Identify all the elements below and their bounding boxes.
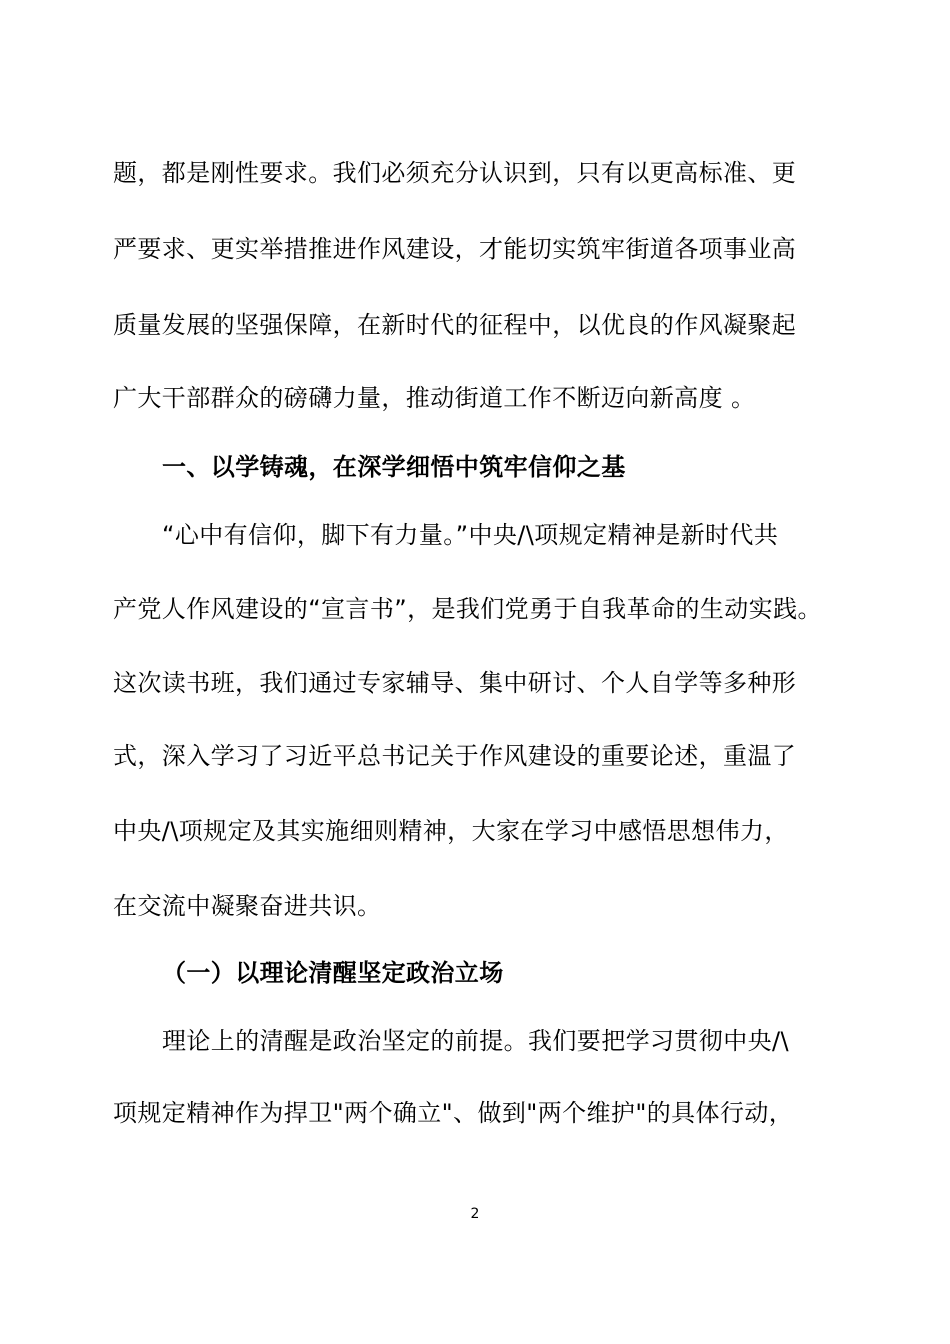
paragraph-line: “心中有信仰，脚下有力量。”中央/\项规定精神是新时代共	[162, 521, 779, 549]
paragraph-line: 式，深入学习了习近平总书记关于作风建设的重要论述，重温了	[113, 742, 797, 770]
paragraph-line: 题，都是刚性要求。我们必须充分认识到，只有以更高标准、更	[113, 159, 797, 187]
subsection-heading: （一）以理论清醒坚定政治立场	[162, 959, 504, 987]
paragraph-line: 中央/\项规定及其实施细则精神，大家在学习中感悟思想伟力，	[113, 817, 789, 845]
paragraph-line: 质量发展的坚强保障，在新时代的征程中，以优良的作风凝聚起	[113, 311, 797, 339]
paragraph-line: 在交流中凝聚奋进共识。	[113, 892, 382, 920]
paragraph-line: 广大干部群众的磅礴力量，推动街道工作不断迈向新高度 。	[113, 384, 756, 412]
paragraph-line: 项规定精神作为捍卫"两个确立"、做到"两个维护"的具体行动，	[113, 1099, 794, 1127]
paragraph-line: 产党人作风建设的“宣言书”，是我们党勇于自我革命的生动实践。	[113, 595, 822, 623]
page-number: 2	[470, 1206, 480, 1222]
section-heading: 一、以学铸魂，在深学细悟中筑牢信仰之基	[162, 453, 626, 481]
paragraph-line: 这次读书班，我们通过专家辅导、集中研讨、个人自学等多种形	[113, 669, 797, 697]
paragraph-line: 理论上的清醒是政治坚定的前提。我们要把学习贯彻中央/\	[162, 1027, 789, 1055]
paragraph-line: 严要求、更实举措推进作风建设，才能切实筑牢街道各项事业高	[113, 235, 797, 263]
